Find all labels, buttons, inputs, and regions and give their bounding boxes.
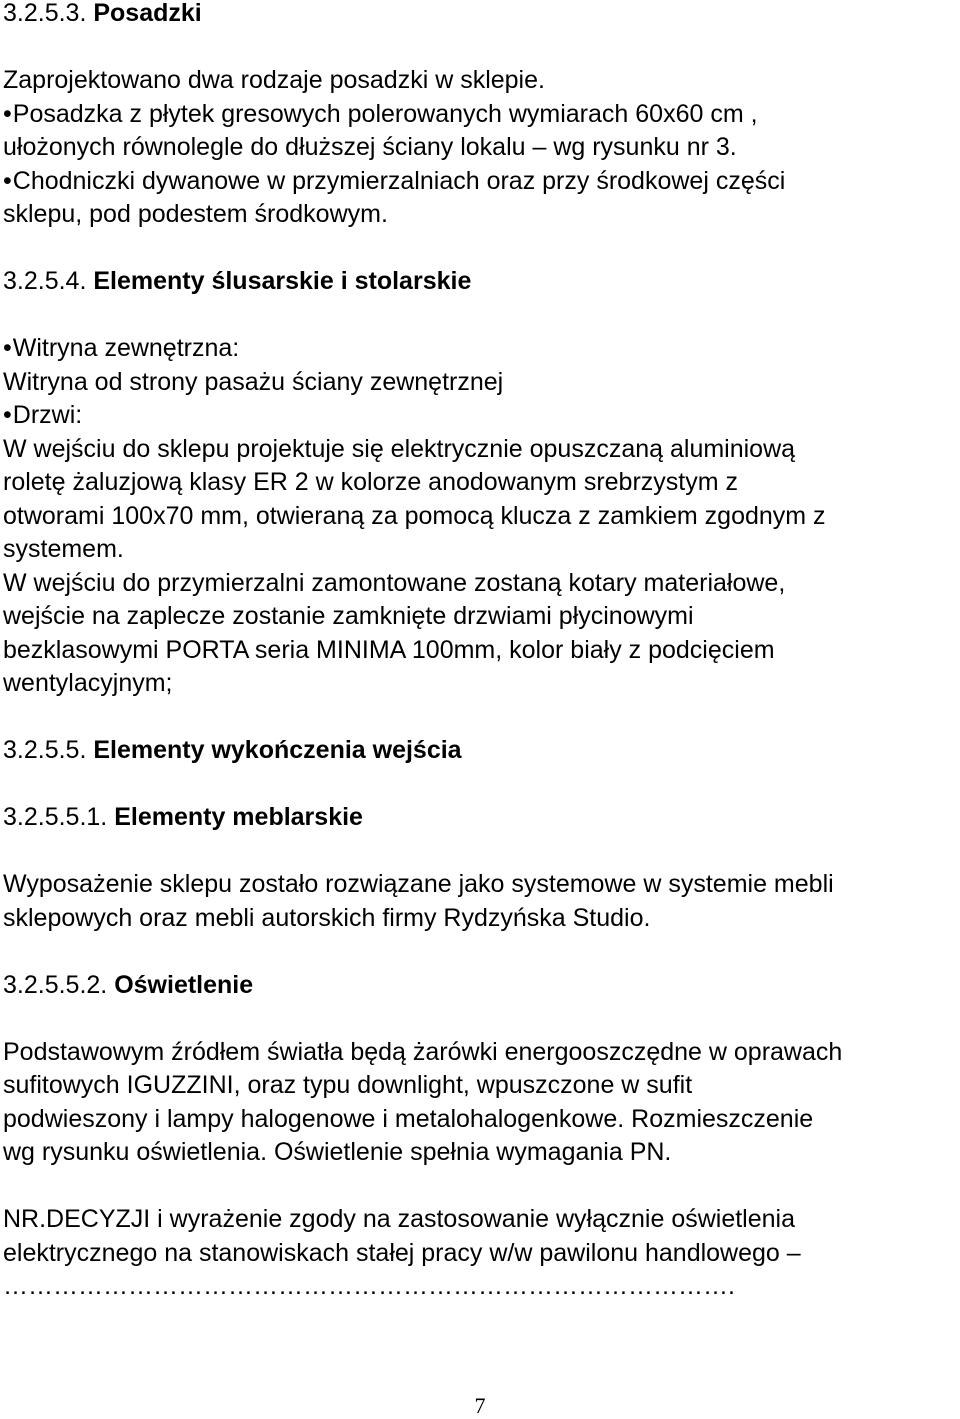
- section-number: 3.2.5.5.: [3, 736, 87, 764]
- paragraph-line: Podstawowym źródłem światła będą żarówki energooszczędne w oprawach: [3, 1037, 843, 1066]
- paragraph-line: roletę żaluzjową klasy ER 2 w kolorze anodowanym srebrzystym z: [3, 468, 738, 496]
- paragraph-line: sufitowych IGUZZINI, oraz typu downlight, wpuszczone w sufit: [3, 1071, 693, 1099]
- bullet-line: • Chodniczki dywanowe w przymierzalniach oraz przy środkowej części: [3, 165, 953, 199]
- paragraph-line: W wejściu do sklepu projektuje się elektrycznie opuszczaną aluminiową: [3, 434, 796, 463]
- note-line: elektrycznego na stanowiskach stałej pracy w/w pawilonu handlowego –: [3, 1238, 801, 1267]
- paragraph-line: otworami 100x70 mm, otwieraną za pomocą klucza z zamkiem zgodnym z: [3, 501, 826, 530]
- section-title: Elementy wykończenia wejścia: [93, 736, 462, 764]
- note-dotted-line: …………………………………………………………………………….: [3, 1272, 735, 1300]
- paragraph-line: sklepowych oraz mebli autorskich firmy Rydzyńska Studio.: [3, 903, 651, 932]
- paragraph-line: Witryna od strony pasażu ściany zewnętrznej: [3, 367, 504, 396]
- section-heading-elementy-slusarskie: [3, 265, 953, 299]
- paragraph-line: wentylacyjnym;: [3, 669, 173, 697]
- paragraph-line: Wyposażenie sklepu zostało rozwiązane jako systemowe w systemie mebli: [3, 870, 834, 898]
- paragraph-line: podwieszony i lampy halogenowe i metalohalogenkowe. Rozmieszczenie: [3, 1104, 814, 1133]
- section-title: Elementy meblarskie: [114, 803, 363, 831]
- note-line: NR.DECYZJI i wyrażenie zgody na zastosowanie wyłącznie oświetlenia: [3, 1205, 796, 1233]
- section-heading-elementy-wykonczenia: [3, 734, 953, 768]
- section-number: 3.2.5.3.: [3, 0, 87, 27]
- document-page: [3, 0, 953, 1304]
- section-number: 3.2.5.5.1.: [3, 803, 108, 831]
- paragraph-line: sklepu, pod podestem środkowym.: [3, 200, 388, 228]
- section-heading-posadzki: [3, 0, 953, 31]
- section-heading-elementy-meblarskie: [3, 801, 953, 835]
- section-title: Elementy ślusarskie i stolarskie: [93, 267, 472, 295]
- paragraph-line: bezklasowymi PORTA seria MINIMA 100mm, kolor biały z podcięciem: [3, 635, 775, 664]
- paragraph-line: wg rysunku oświetlenia. Oświetlenie spełnia wymagania PN.: [3, 1138, 672, 1166]
- section-title: Oświetlenie: [114, 970, 254, 999]
- paragraph-line: Zaprojektowano dwa rodzaje posadzki w sklepie.: [3, 66, 545, 94]
- bullet-line: • Drzwi:: [3, 399, 953, 433]
- paragraph-line: wejście na zaplecze zostanie zamknięte drzwiami płycinowymi: [3, 602, 694, 630]
- section-heading-oswietlenie: [3, 969, 953, 1003]
- section-title: Posadzki: [93, 0, 202, 27]
- paragraph-line: ułożonych równolegle do dłuższej ściany lokalu – wg rysunku nr 3.: [3, 133, 737, 161]
- bullet-line: • Posadzka z płytek gresowych polerowanych wymiarach 60x60 cm ,: [3, 98, 953, 132]
- paragraph-line: W wejściu do przymierzalni zamontowane zostaną kotary materiałowe,: [3, 568, 786, 597]
- section-number: 3.2.5.5.2.: [3, 970, 108, 999]
- page-number: 7: [474, 1393, 486, 1418]
- section-number: 3.2.5.4.: [3, 267, 87, 295]
- bullet-line: • Witryna zewnętrzna:: [3, 332, 953, 366]
- paragraph-line: systemem.: [3, 535, 124, 563]
